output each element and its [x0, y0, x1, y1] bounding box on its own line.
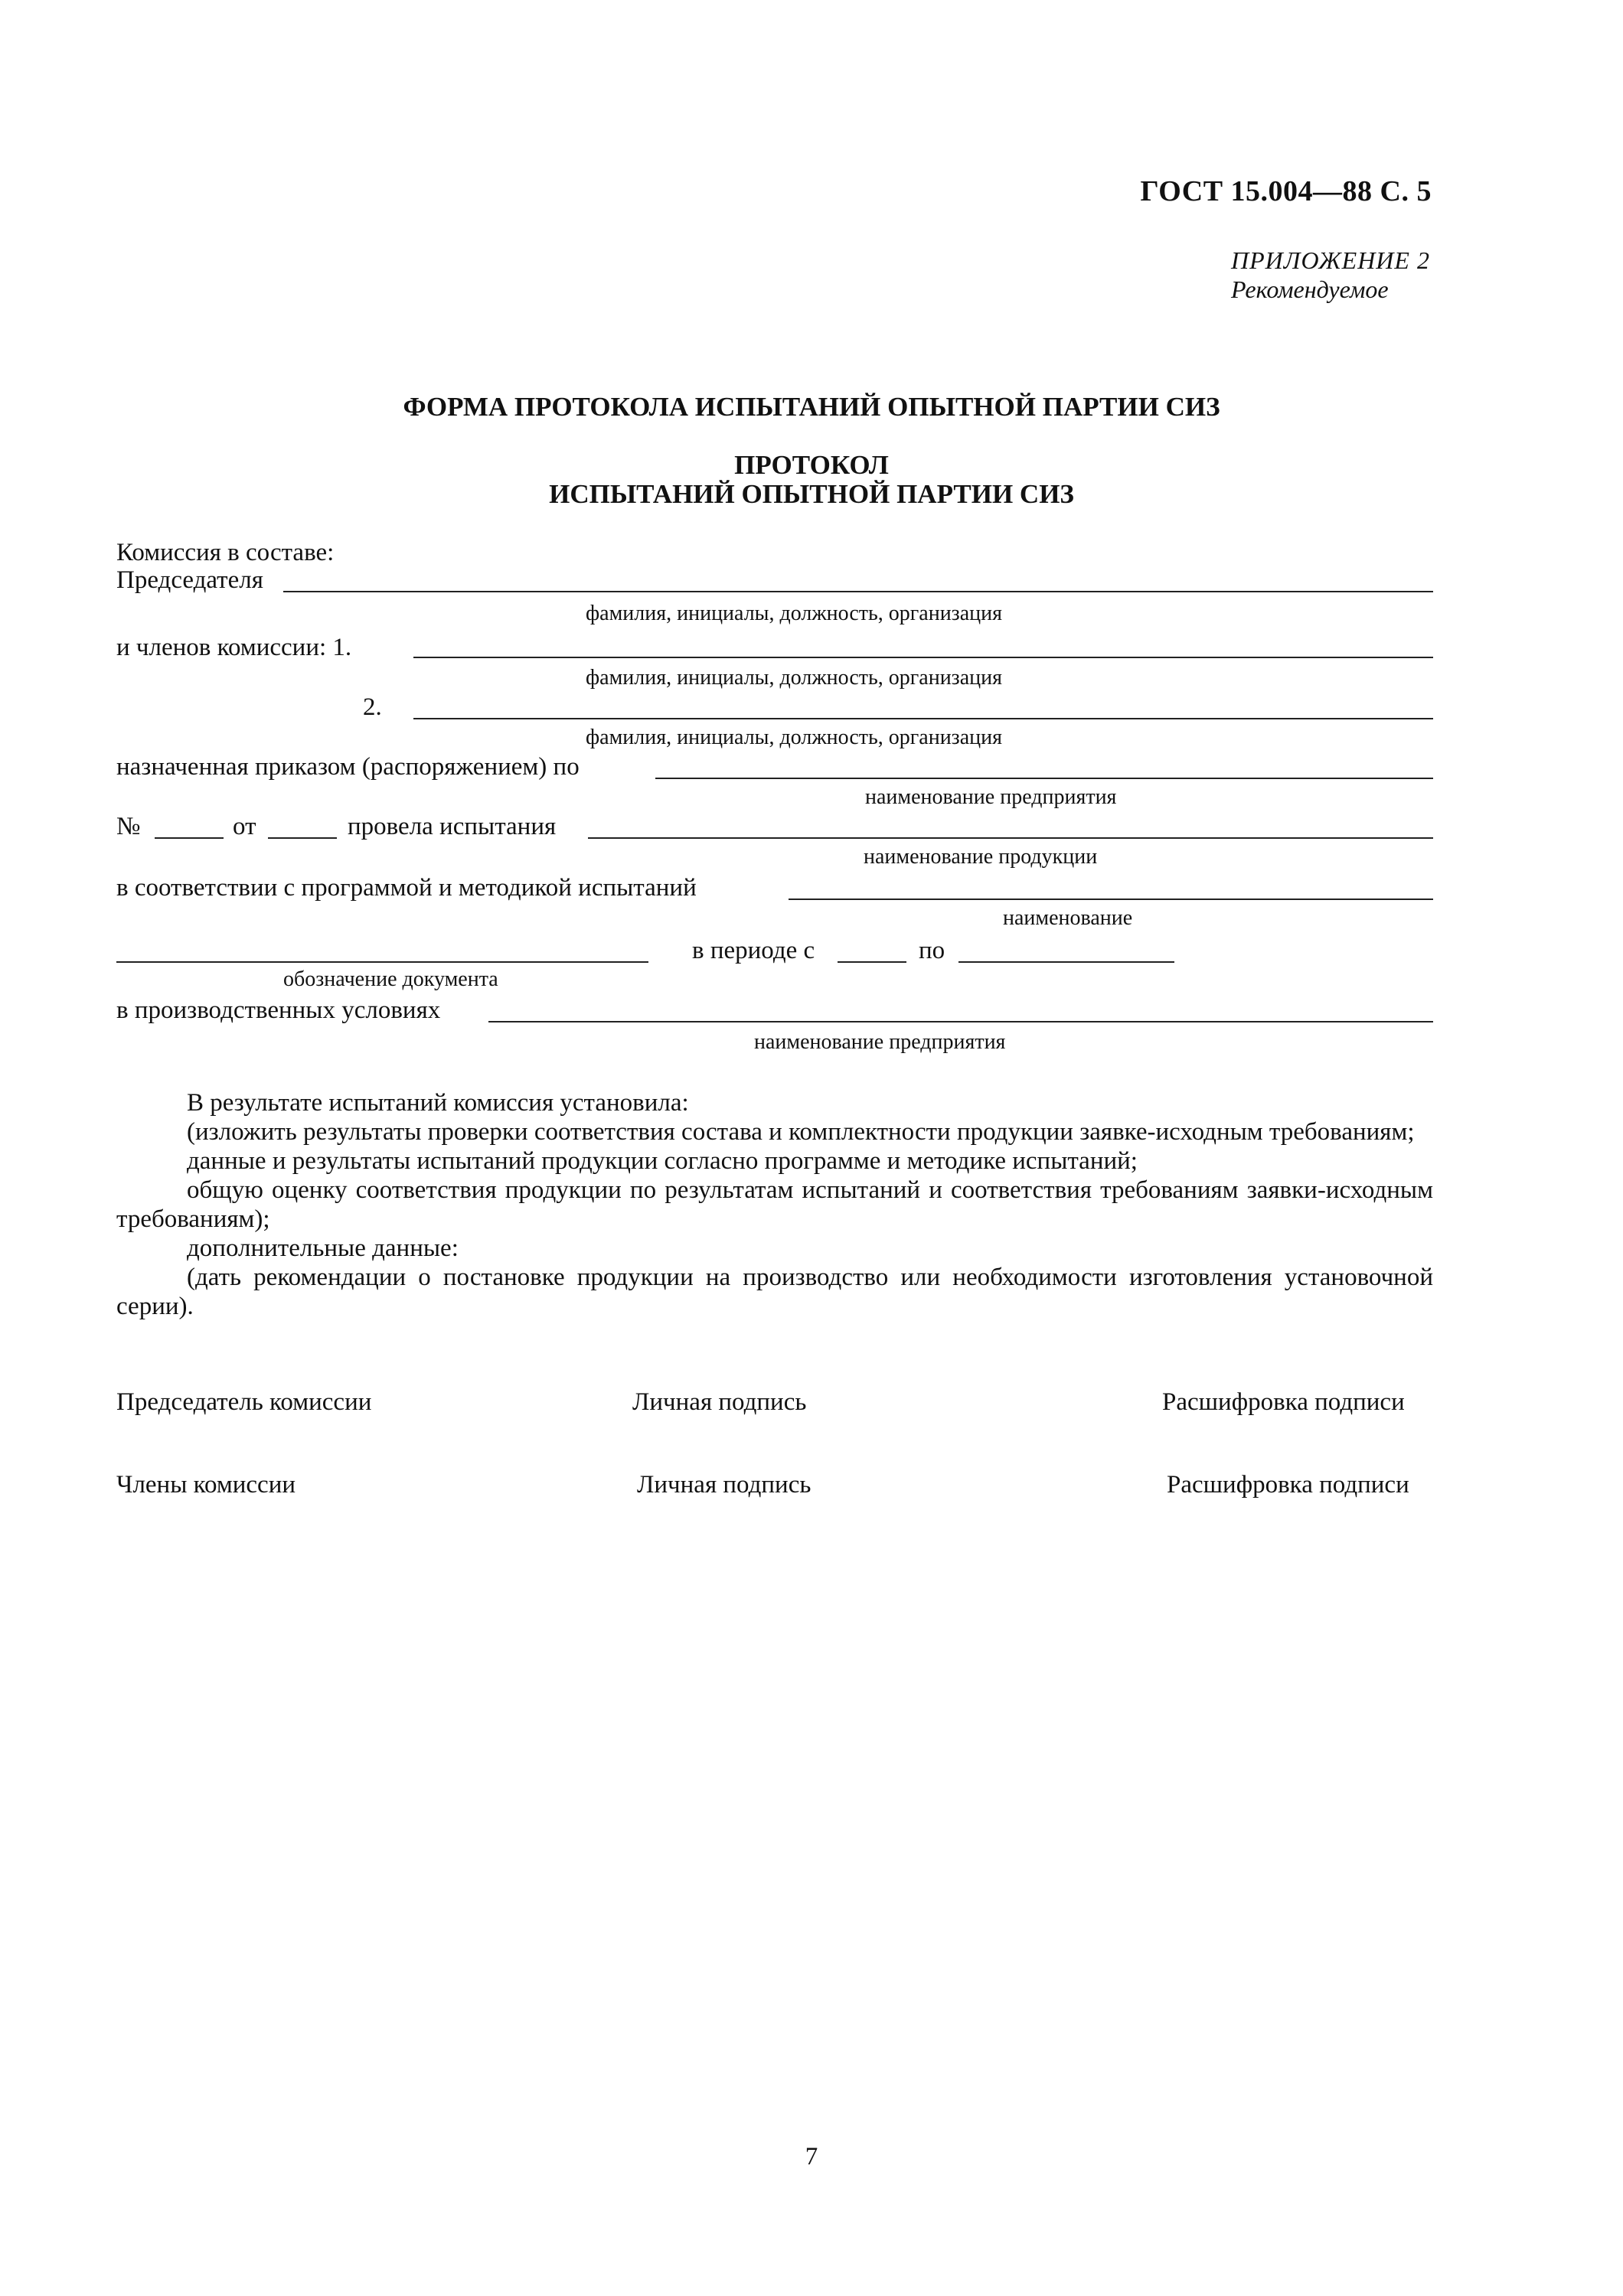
page-number: 7 — [805, 2143, 818, 2170]
results-item-4: дополнительные данные: — [187, 1234, 459, 1262]
signature-decoding-label: Расшифровка подписи — [1162, 1388, 1405, 1416]
results-section — [116, 1088, 1433, 1321]
protocol-title: ПРОТОКОЛ — [734, 450, 889, 480]
commission-label: Комиссия в составе: — [116, 539, 335, 566]
standard-designation: ГОСТ 15.004—88 С. 5 — [1140, 175, 1432, 207]
appendix-label: ПРИЛОЖЕНИЕ 2 — [1231, 246, 1430, 274]
product-fill-line[interactable] — [588, 837, 1433, 839]
protocol-subtitle: ИСПЫТАНИЙ ОПЫТНОЙ ПАРТИИ СИЗ — [549, 479, 1074, 509]
chairman-fill-line[interactable] — [283, 591, 1433, 592]
number-fill-line[interactable] — [155, 837, 224, 839]
appendix-type: Рекомендуемое — [1231, 276, 1389, 303]
production-fill-line[interactable] — [488, 1021, 1433, 1022]
results-item-2: данные и результаты испытаний продукции согласно программе и методике испытаний; — [187, 1147, 1138, 1175]
conducted-label: провела испытания — [348, 813, 557, 840]
period-end-fill-line[interactable] — [958, 961, 1174, 963]
name-caption: наименование — [1003, 906, 1133, 930]
member2-label: 2. — [363, 693, 382, 721]
production-label: в производственных условиях — [116, 996, 441, 1024]
program-label: в соответствии с программой и методикой испытаний — [116, 874, 697, 902]
program-fill-line[interactable] — [789, 899, 1433, 900]
form-title: ФОРМА ПРОТОКОЛА ИСПЫТАНИЙ ОПЫТНОЙ ПАРТИИ СИЗ — [403, 392, 1220, 422]
date-fill-line[interactable] — [268, 837, 337, 839]
period-label: в периоде с — [692, 937, 815, 964]
period-start-fill-line[interactable] — [838, 961, 906, 963]
results-item-5: (дать рекомендации о постановке продукции на производство или необходимости изготовления установочной серии). — [116, 1264, 1433, 1320]
fio-caption: фамилия, инициалы, должность, организация — [586, 666, 1003, 690]
members-signature-label: Члены комиссии — [116, 1471, 296, 1499]
order-fill-line[interactable] — [655, 778, 1433, 779]
enterprise-caption: наименование предприятия — [865, 785, 1117, 809]
period-to-label: по — [919, 937, 945, 964]
enterprise-caption: наименование предприятия — [754, 1030, 1006, 1054]
members-label: и членов комиссии: 1. — [116, 634, 352, 661]
from-label: от — [233, 813, 256, 840]
fio-caption: фамилия, инициалы, должность, организация — [586, 726, 1003, 749]
member2-fill-line[interactable] — [413, 718, 1433, 719]
document-caption: обозначение документа — [283, 967, 498, 991]
order-label: назначенная приказом (распоряжением) по — [116, 753, 580, 781]
results-intro: В результате испытаний комиссия установила: — [187, 1089, 689, 1117]
fio-caption: фамилия, инициалы, должность, организация — [586, 602, 1003, 625]
signature-decoding-label: Расшифровка подписи — [1167, 1471, 1409, 1499]
member1-fill-line[interactable] — [413, 657, 1433, 658]
chairman-signature-label: Председатель комиссии — [116, 1388, 372, 1416]
document-fill-line[interactable] — [116, 961, 648, 963]
results-item-3: общую оценку соответствия продукции по результатам испытаний и соответствия требованиям заявки-исходным требованиям); — [116, 1176, 1433, 1233]
results-item-1: (изложить результаты проверки соответствия состава и комплектности продукции заявке-исходным требованиям; — [187, 1118, 1415, 1146]
number-sign: № — [116, 813, 141, 840]
personal-signature-label: Личная подпись — [632, 1388, 807, 1416]
chairman-label: Председателя — [116, 566, 263, 594]
product-caption: наименование продукции — [864, 845, 1098, 869]
personal-signature-label: Личная подпись — [637, 1471, 812, 1499]
